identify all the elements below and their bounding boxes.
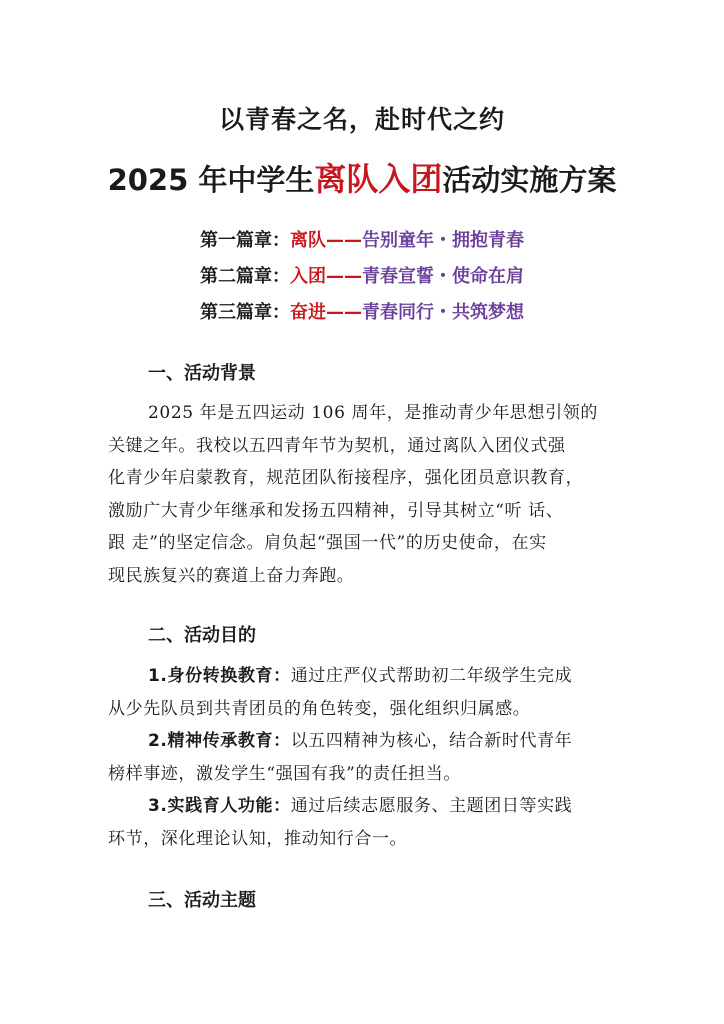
title-suffix: 活动实施方案 [442,163,617,197]
chapter-key: 离队—— [290,230,362,251]
document-title-line1: 以青春之名，赴时代之约 [218,105,505,134]
purpose-item-line: 环节，深化理论认知，推动知行合一。 [108,828,408,849]
purpose-item-lead: 1.身份转换教育： [148,666,291,686]
section-heading-theme: 三、活动主题 [148,890,256,911]
chapter-subtitle: 青春同行・共筑梦想 [362,302,524,323]
paragraph-line: 化青少年启蒙教育，规范团队衔接程序，强化团员意识教育， [108,468,584,488]
paragraph-line: 关键之年。我校以五四青年节为契机，通过离队入团仪式强 [108,435,566,456]
purpose-item-line: 从少先队员到共青团员的角色转变，强化组织归属感。 [108,698,531,719]
paragraph-line: 2025 年是五四运动 106 周年，是推动青少年思想引领的 [148,403,598,423]
chapter-item [0,230,724,266]
section-purpose-body [108,660,618,855]
chapter-key: 奋进—— [290,302,362,323]
purpose-item-line [108,790,618,823]
paragraph-line: 激励广大青少年继承和发扬五四精神，引导其树立“听 话、 [108,500,564,521]
chapter-list [0,230,724,338]
chapter-label: 第一篇章： [200,230,290,251]
chapter-subtitle: 青春宣誓・使命在肩 [362,266,524,287]
purpose-item-lead: 2.精神传承教育： [148,731,291,751]
paragraph-line: 跟 走”的坚定信念。肩负起“强国一代”的历史使命，在实 [108,533,547,553]
section-background-body [108,397,618,592]
section-heading-background: 一、活动背景 [148,363,256,384]
chapter-key: 入团—— [290,266,362,287]
chapter-item [0,266,724,302]
purpose-item-text: 通过庄严仪式帮助初二年级学生完成 [290,666,573,686]
purpose-item-line [108,725,618,758]
chapter-item [0,302,724,338]
title-prefix: 2025 年中学生 [107,163,315,197]
purpose-item-line: 榜样事迹，激发学生“强国有我”的责任担当。 [108,763,461,784]
purpose-item-line [108,660,618,693]
section-heading-purpose: 二、活动目的 [148,625,256,646]
title-highlight: 离队入团 [314,160,443,198]
purpose-item-lead: 3.实践育人功能： [148,796,291,816]
chapter-subtitle: 告别童年・拥抱青春 [362,230,524,251]
paragraph-line: 现民族复兴的赛道上奋力奔跑。 [108,565,355,586]
chapter-label: 第三篇章： [200,302,290,323]
document-title-line2 [0,154,724,200]
purpose-item-text: 以五四精神为核心，结合新时代青年 [290,731,573,751]
purpose-item-text: 通过后续志愿服务、主题团日等实践 [290,796,573,816]
chapter-label: 第二篇章： [200,266,290,287]
